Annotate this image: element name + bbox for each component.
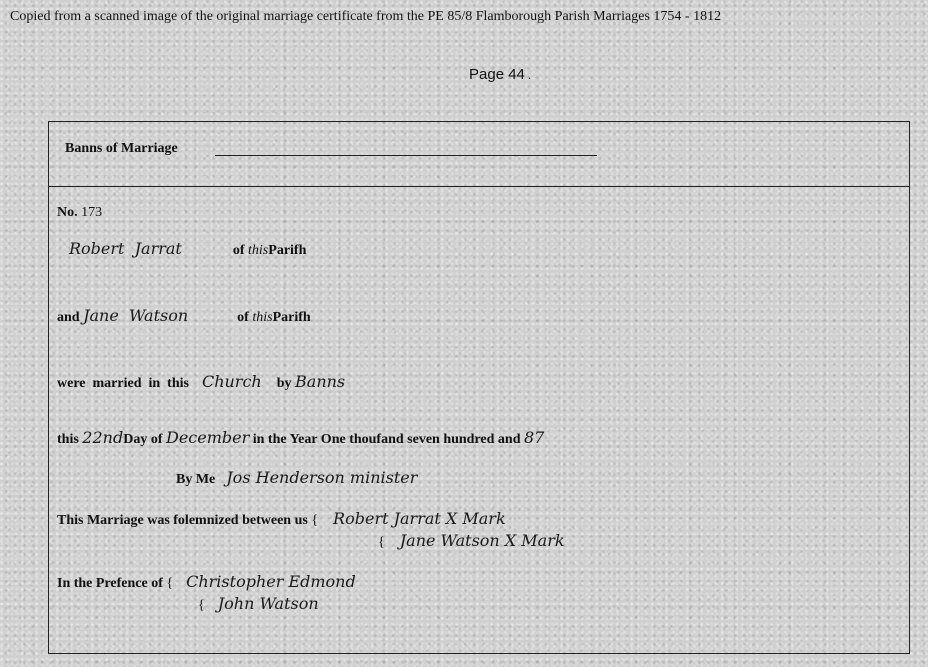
married-by-label: by bbox=[276, 376, 292, 391]
married-label: were married in this bbox=[57, 376, 189, 391]
bride-this: this bbox=[252, 310, 273, 325]
marriage-year: 87 bbox=[524, 428, 545, 447]
page-number-label: Page 44 bbox=[469, 66, 525, 83]
marriage-day: 22nd bbox=[82, 428, 124, 447]
solemnized-line-2 bbox=[378, 531, 565, 551]
date-year-label: in the Year One thoufand seven hundred and bbox=[252, 432, 521, 447]
presence-line bbox=[57, 572, 356, 592]
banns-section bbox=[49, 122, 909, 187]
banns-title: Banns of Marriage bbox=[65, 141, 178, 156]
bride-name: Jane Watson bbox=[83, 306, 189, 325]
presence-brace-2: { bbox=[198, 598, 205, 613]
groom-name: Robert Jarrat bbox=[69, 239, 182, 258]
document-caption: Copied from a scanned image of the original marriage certificate from the PE 85/8 Flamborough Parish Marriages 1754 - 1812 bbox=[10, 9, 722, 24]
groom-line bbox=[69, 239, 306, 259]
marriage-place: Church bbox=[201, 372, 262, 391]
page-number bbox=[469, 66, 531, 83]
entry-number-line bbox=[57, 205, 102, 221]
solemnized-label: This Marriage was folemnized between us bbox=[57, 513, 308, 528]
solemnized-brace-2: { bbox=[378, 535, 385, 550]
witness-1-name: Christopher Edmond bbox=[186, 572, 356, 591]
date-this-label: this bbox=[57, 432, 79, 447]
witness-2-name: John Watson bbox=[217, 594, 319, 613]
groom-parish: Parifh bbox=[268, 243, 307, 258]
groom-of-label: of bbox=[232, 243, 245, 258]
bride-line bbox=[57, 306, 311, 326]
presence-label: In the Prefence of bbox=[57, 576, 163, 591]
presence-brace-1: { bbox=[166, 576, 174, 591]
bride-of-label: of bbox=[237, 310, 249, 325]
married-line bbox=[57, 372, 345, 392]
marriage-certificate bbox=[48, 121, 910, 654]
page-dot: . bbox=[527, 68, 532, 82]
solemnized-brace-1: { bbox=[311, 513, 319, 528]
bride-parish: Parifh bbox=[272, 310, 311, 325]
presence-line-2 bbox=[198, 594, 319, 614]
officiant-label: By Me bbox=[176, 472, 216, 487]
solemnized-line bbox=[57, 509, 506, 529]
bride-and-label: and bbox=[57, 310, 80, 325]
officiant-line bbox=[176, 468, 417, 488]
party-1-signature: Robert Jarrat X Mark bbox=[333, 509, 506, 528]
banns-blank-line bbox=[215, 155, 597, 156]
officiant-name: Jos Henderson minister bbox=[226, 468, 418, 487]
groom-this: this bbox=[248, 243, 269, 258]
date-day-of-label: Day of bbox=[123, 432, 163, 447]
party-2-signature: Jane Watson X Mark bbox=[399, 531, 565, 550]
entry-number-value: 173 bbox=[81, 205, 103, 220]
date-line bbox=[57, 428, 544, 448]
marriage-month: December bbox=[165, 428, 250, 447]
entry-number-label: No. bbox=[57, 205, 78, 220]
married-by-value: Banns bbox=[295, 372, 346, 391]
